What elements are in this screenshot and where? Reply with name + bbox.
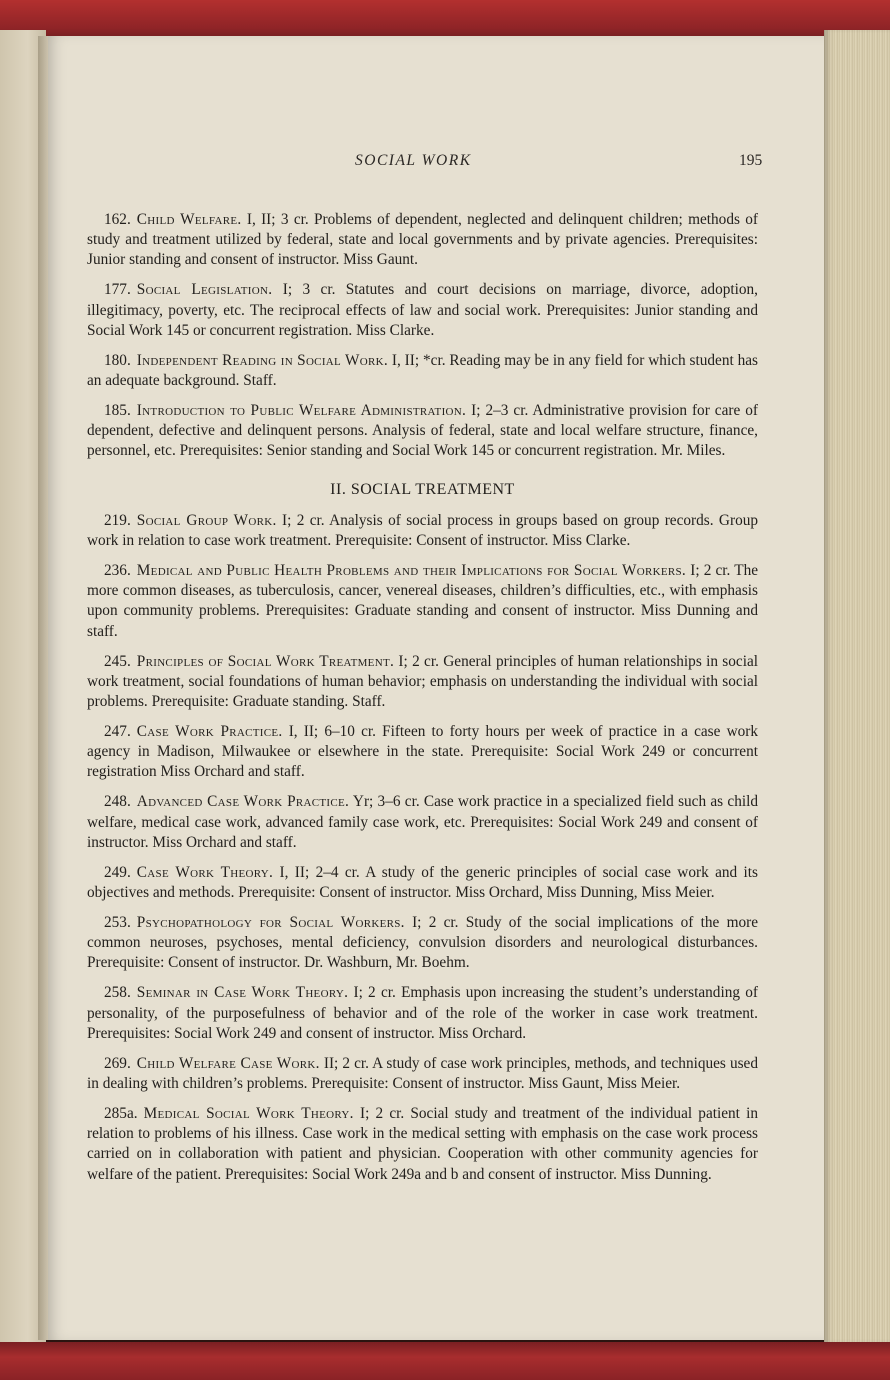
course-number: 177.	[104, 281, 131, 299]
course-description: I, II; *cr. Reading may be in any field for which student has an adequate background. Staff.	[87, 351, 759, 390]
course-entry	[87, 561, 758, 642]
course-description: I, II; 3 cr. Problems of dependent, neglected and delinquent children; methods of study and treatment utilized by federal, state and local governments and by private agencies. Prerequisites: Junior standing and consent of instructor. Miss Gaunt.	[87, 211, 758, 269]
course-description: I; 3 cr. Statutes and court decisions on marriage, divorce, adoption, illegitimacy, poverty, etc. The reciprocal effects of law and social work. Prerequisites: Junior standing and Social Work 145 or concurrent registration. Miss Clarke.	[87, 281, 758, 339]
course-number: 249.	[104, 863, 131, 881]
course-number: 180.	[104, 351, 131, 369]
course-description: I; 2–3 cr. Administrative provision for care of dependent, defective and delinquent persons. Analysis of federal, state and local welfare structure, finance, personnel, etc. Prerequisites: Senior standing and Social Work 145 or concurrent registration. Mr. Miles.	[87, 402, 758, 460]
course-title: Psychopathology for Social Workers.	[136, 914, 405, 932]
course-entry	[87, 401, 758, 462]
course-entry	[87, 511, 758, 551]
course-number: 236.	[104, 562, 131, 580]
course-title: Principles of Social Work Treatment.	[136, 652, 395, 670]
course-title: Introduction to Public Welfare Administration.	[136, 402, 467, 420]
course-description: I; 2 cr. Study of the social implications of the more common neuroses, psychoses, mental deficiency, convulsion disorders and neurological disturbances. Prerequisite: Consent of instructor. Dr. Washburn, Mr. Boehm.	[87, 914, 758, 972]
course-description: II; 2 cr. A study of case work principles, methods, and techniques used in dealing with children’s problems. Prerequisite: Consent of instructor. Miss Gaunt, Miss Meier.	[87, 1054, 758, 1093]
course-number: 253.	[104, 914, 131, 932]
course-title: Social Legislation.	[136, 281, 273, 299]
course-description: I; 2 cr. Emphasis upon increasing the student’s understanding of personality, of the purposefulness of behavior and of the role of the worker in case work treatment. Prerequisites: Social Work 249 and consent of instructor. Miss Orchard.	[87, 984, 758, 1042]
course-description: I; 2 cr. Analysis of social process in groups based on group records. Group work in relation to case work treatment. Prerequisite: Consent of instructor. Miss Clarke.	[87, 511, 759, 550]
course-number: 269.	[104, 1054, 131, 1072]
course-entry	[87, 652, 758, 713]
course-entry	[87, 351, 758, 391]
course-title: Social Group Work.	[136, 511, 277, 529]
course-entry	[87, 983, 758, 1044]
page-block-edges	[824, 30, 890, 1342]
course-number: 258.	[104, 984, 131, 1002]
course-entry	[87, 792, 758, 853]
course-title: Child Welfare Case Work.	[136, 1054, 320, 1072]
course-number: 245.	[104, 652, 131, 670]
course-title: Advanced Case Work Practice.	[136, 793, 350, 811]
course-number: 185.	[104, 402, 131, 420]
course-description: Yr; 3–6 cr. Case work practice in a specialized field such as child welfare, medical case work, advanced family case work, etc. Prerequisites: Social Work 249 and consent of instructor. Miss Orchard and staff.	[87, 793, 758, 851]
section-heading: II. SOCIAL TREATMENT	[330, 480, 515, 498]
course-description: I, II; 6–10 cr. Fifteen to forty hours per week of practice in a case work agency in Madison, Milwaukee or elsewhere in the state. Prerequisite: Social Work 249 or concurrent registration Miss Orchard and staff.	[87, 723, 759, 781]
course-number: 285a.	[104, 1105, 138, 1123]
page-number: 195	[739, 152, 763, 169]
course-number: 162.	[104, 211, 131, 228]
course-entry	[87, 280, 758, 341]
course-title: Child Welfare.	[136, 211, 242, 228]
course-entry	[87, 722, 758, 783]
course-title: Seminar in Case Work Theory.	[136, 984, 349, 1002]
course-description: I; 2 cr. General principles of human relationships in social work treatment, social foundations of human behavior; emphasis on understanding the individual with social problems. Prerequisite: Graduate standing. Staff.	[87, 652, 758, 711]
course-entry	[87, 1054, 758, 1094]
course-number: 219.	[104, 511, 131, 529]
course-title: Case Work Practice.	[136, 723, 283, 741]
course-description: I; 2 cr. Social study and treatment of the individual patient in relation to problems of his illness. Case work in the medical setting with emphasis on the case work process carried on in collaboration with patient and physician. Cooperation with other community agencies for welfare of the patient. Prerequisites: Social Work 249a and b and consent of instructor. Miss Dunning.	[87, 1105, 758, 1183]
course-title: Medical and Public Health Problems and their Implications for Social Workers.	[136, 562, 687, 580]
course-entry	[87, 210, 758, 271]
course-entry	[87, 863, 758, 903]
book-cover-bottom-edge	[0, 1342, 890, 1380]
course-description: I; 2 cr. The more common diseases, as tuberculosis, cancer, venereal diseases, children’s difficulties, etc., with emphasis upon community problems. Prerequisites: Graduate standing and consent of instructor. Miss Dunning and staff.	[87, 562, 759, 640]
course-entry	[87, 913, 758, 974]
course-entry	[87, 1104, 758, 1185]
course-listing	[87, 210, 758, 1195]
course-title: Case Work Theory.	[136, 863, 274, 881]
course-description: I, II; 2–4 cr. A study of the generic principles of social case work and its objectives and methods. Prerequisite: Consent of instructor. Miss Orchard, Miss Dunning, Miss Meier.	[87, 863, 758, 902]
course-number: 248.	[104, 793, 131, 811]
book-cover-top-edge	[0, 0, 890, 40]
course-title: Medical Social Work Theory.	[143, 1105, 354, 1123]
course-number: 247.	[104, 723, 131, 741]
course-title: Independent Reading in Social Work.	[136, 351, 388, 369]
running-head: SOCIAL WORK	[355, 152, 472, 169]
